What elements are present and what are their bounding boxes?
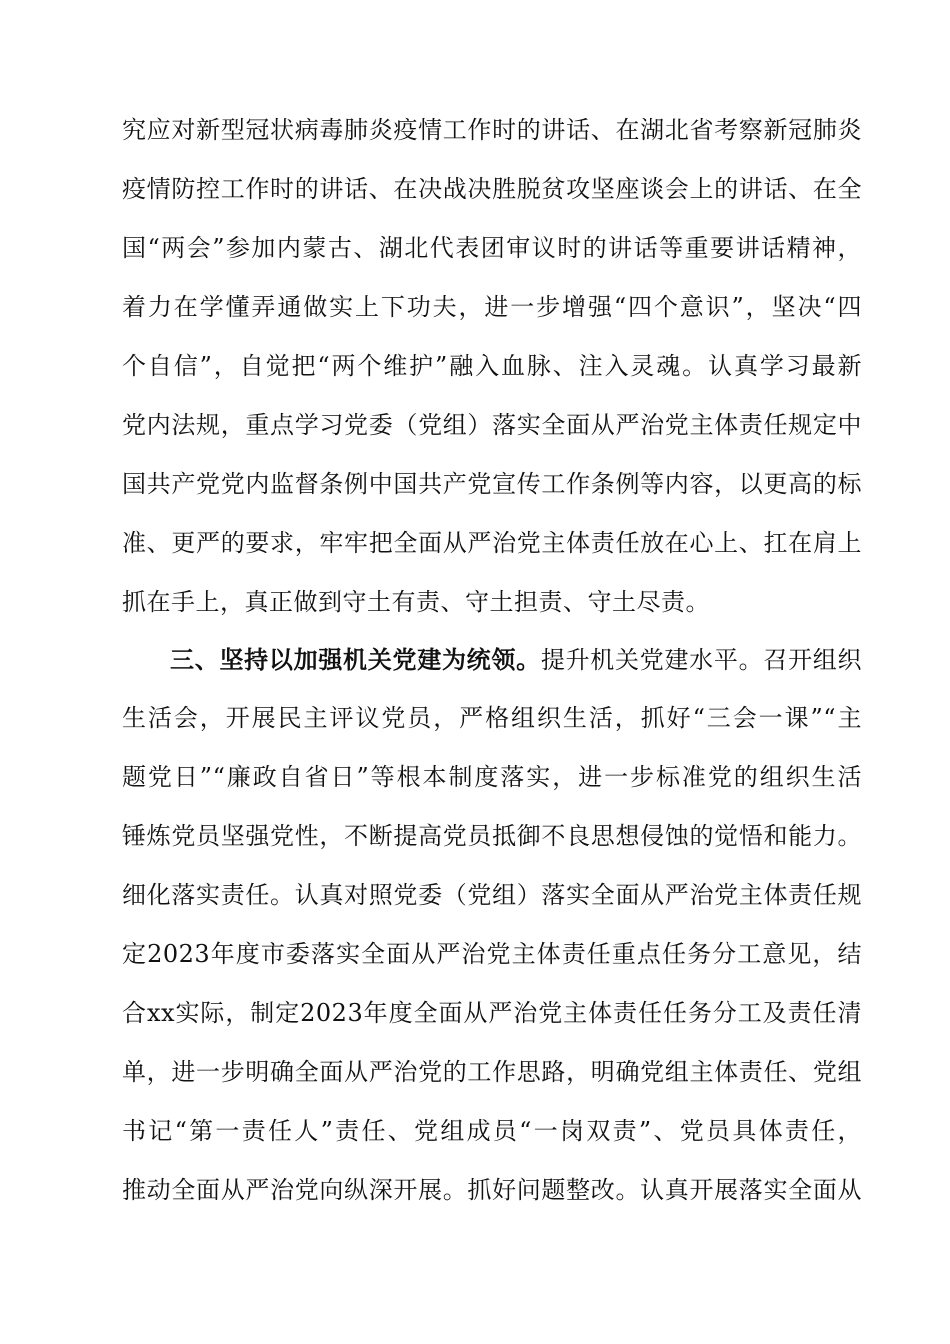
text-line: 抓在手上，真正做到守土有责、守土担责、守土尽责。 [122, 588, 710, 616]
text-line: 疫情防控工作时的讲话、在决战决胜脱贫攻坚座谈会上的讲话、在全 [122, 175, 862, 203]
text-line: 个自信”，自觉把“两个维护”融入血脉、注入灵魂。认真学习最新 [122, 352, 862, 380]
text-line: 单，进一步明确全面从严治党的工作思路，明确党组主体责任、党组 [122, 1058, 862, 1086]
text-line: 细化落实责任。认真对照党委（党组）落实全面从严治党主体责任规 [122, 881, 862, 909]
text-line: 党内法规，重点学习党委（党组）落实全面从严治党主体责任规定中 [122, 411, 862, 439]
text-line: 究应对新型冠状病毒肺炎疫情工作时的讲话、在湖北省考察新冠肺炎 [122, 116, 862, 144]
text-line: 书记“第一责任人”责任、党组成员“一岗双责”、党员具体责任， [122, 1117, 862, 1145]
text-line: 推动全面从严治党向纵深开展。抓好问题整改。认真开展落实全面从 [122, 1176, 862, 1204]
section-heading: 三、坚持以加强机关党建为统领。 [170, 645, 541, 674]
text-line: 题党日”“廉政自省日”等根本制度落实，进一步标准党的组织生活 [122, 763, 862, 791]
text-line: 国共产党党内监督条例中国共产党宣传工作条例等内容，以更高的标 [122, 470, 862, 498]
text-line: 生活会，开展民主评议党员，严格组织生活，抓好“三会一课”“主 [122, 704, 862, 732]
text-line: 定2023年度市委落实全面从严治党主体责任重点任务分工意见，结 [122, 940, 862, 968]
text-line: 着力在学懂弄通做实上下功夫，进一步增强“四个意识”，坚决“四 [122, 293, 862, 321]
text-line: 准、更严的要求，牢牢把全面从严治党主体责任放在心上、扛在肩上 [122, 529, 862, 557]
text-line: 国“两会”参加内蒙古、湖北代表团审议时的讲话等重要讲话精神， [122, 234, 862, 262]
paragraph-1 [122, 101, 862, 632]
text-line: 锤炼党员坚强党性，不断提高党员抵御不良思想侵蚀的觉悟和能力。 [122, 822, 862, 850]
paragraph-2 [122, 630, 862, 1220]
first-line-text: 提升机关党建水平。召开组织 [540, 646, 863, 674]
text-line: 合xx实际，制定2023年度全面从严治党主体责任任务分工及责任清 [122, 999, 862, 1027]
first-line [122, 630, 862, 689]
